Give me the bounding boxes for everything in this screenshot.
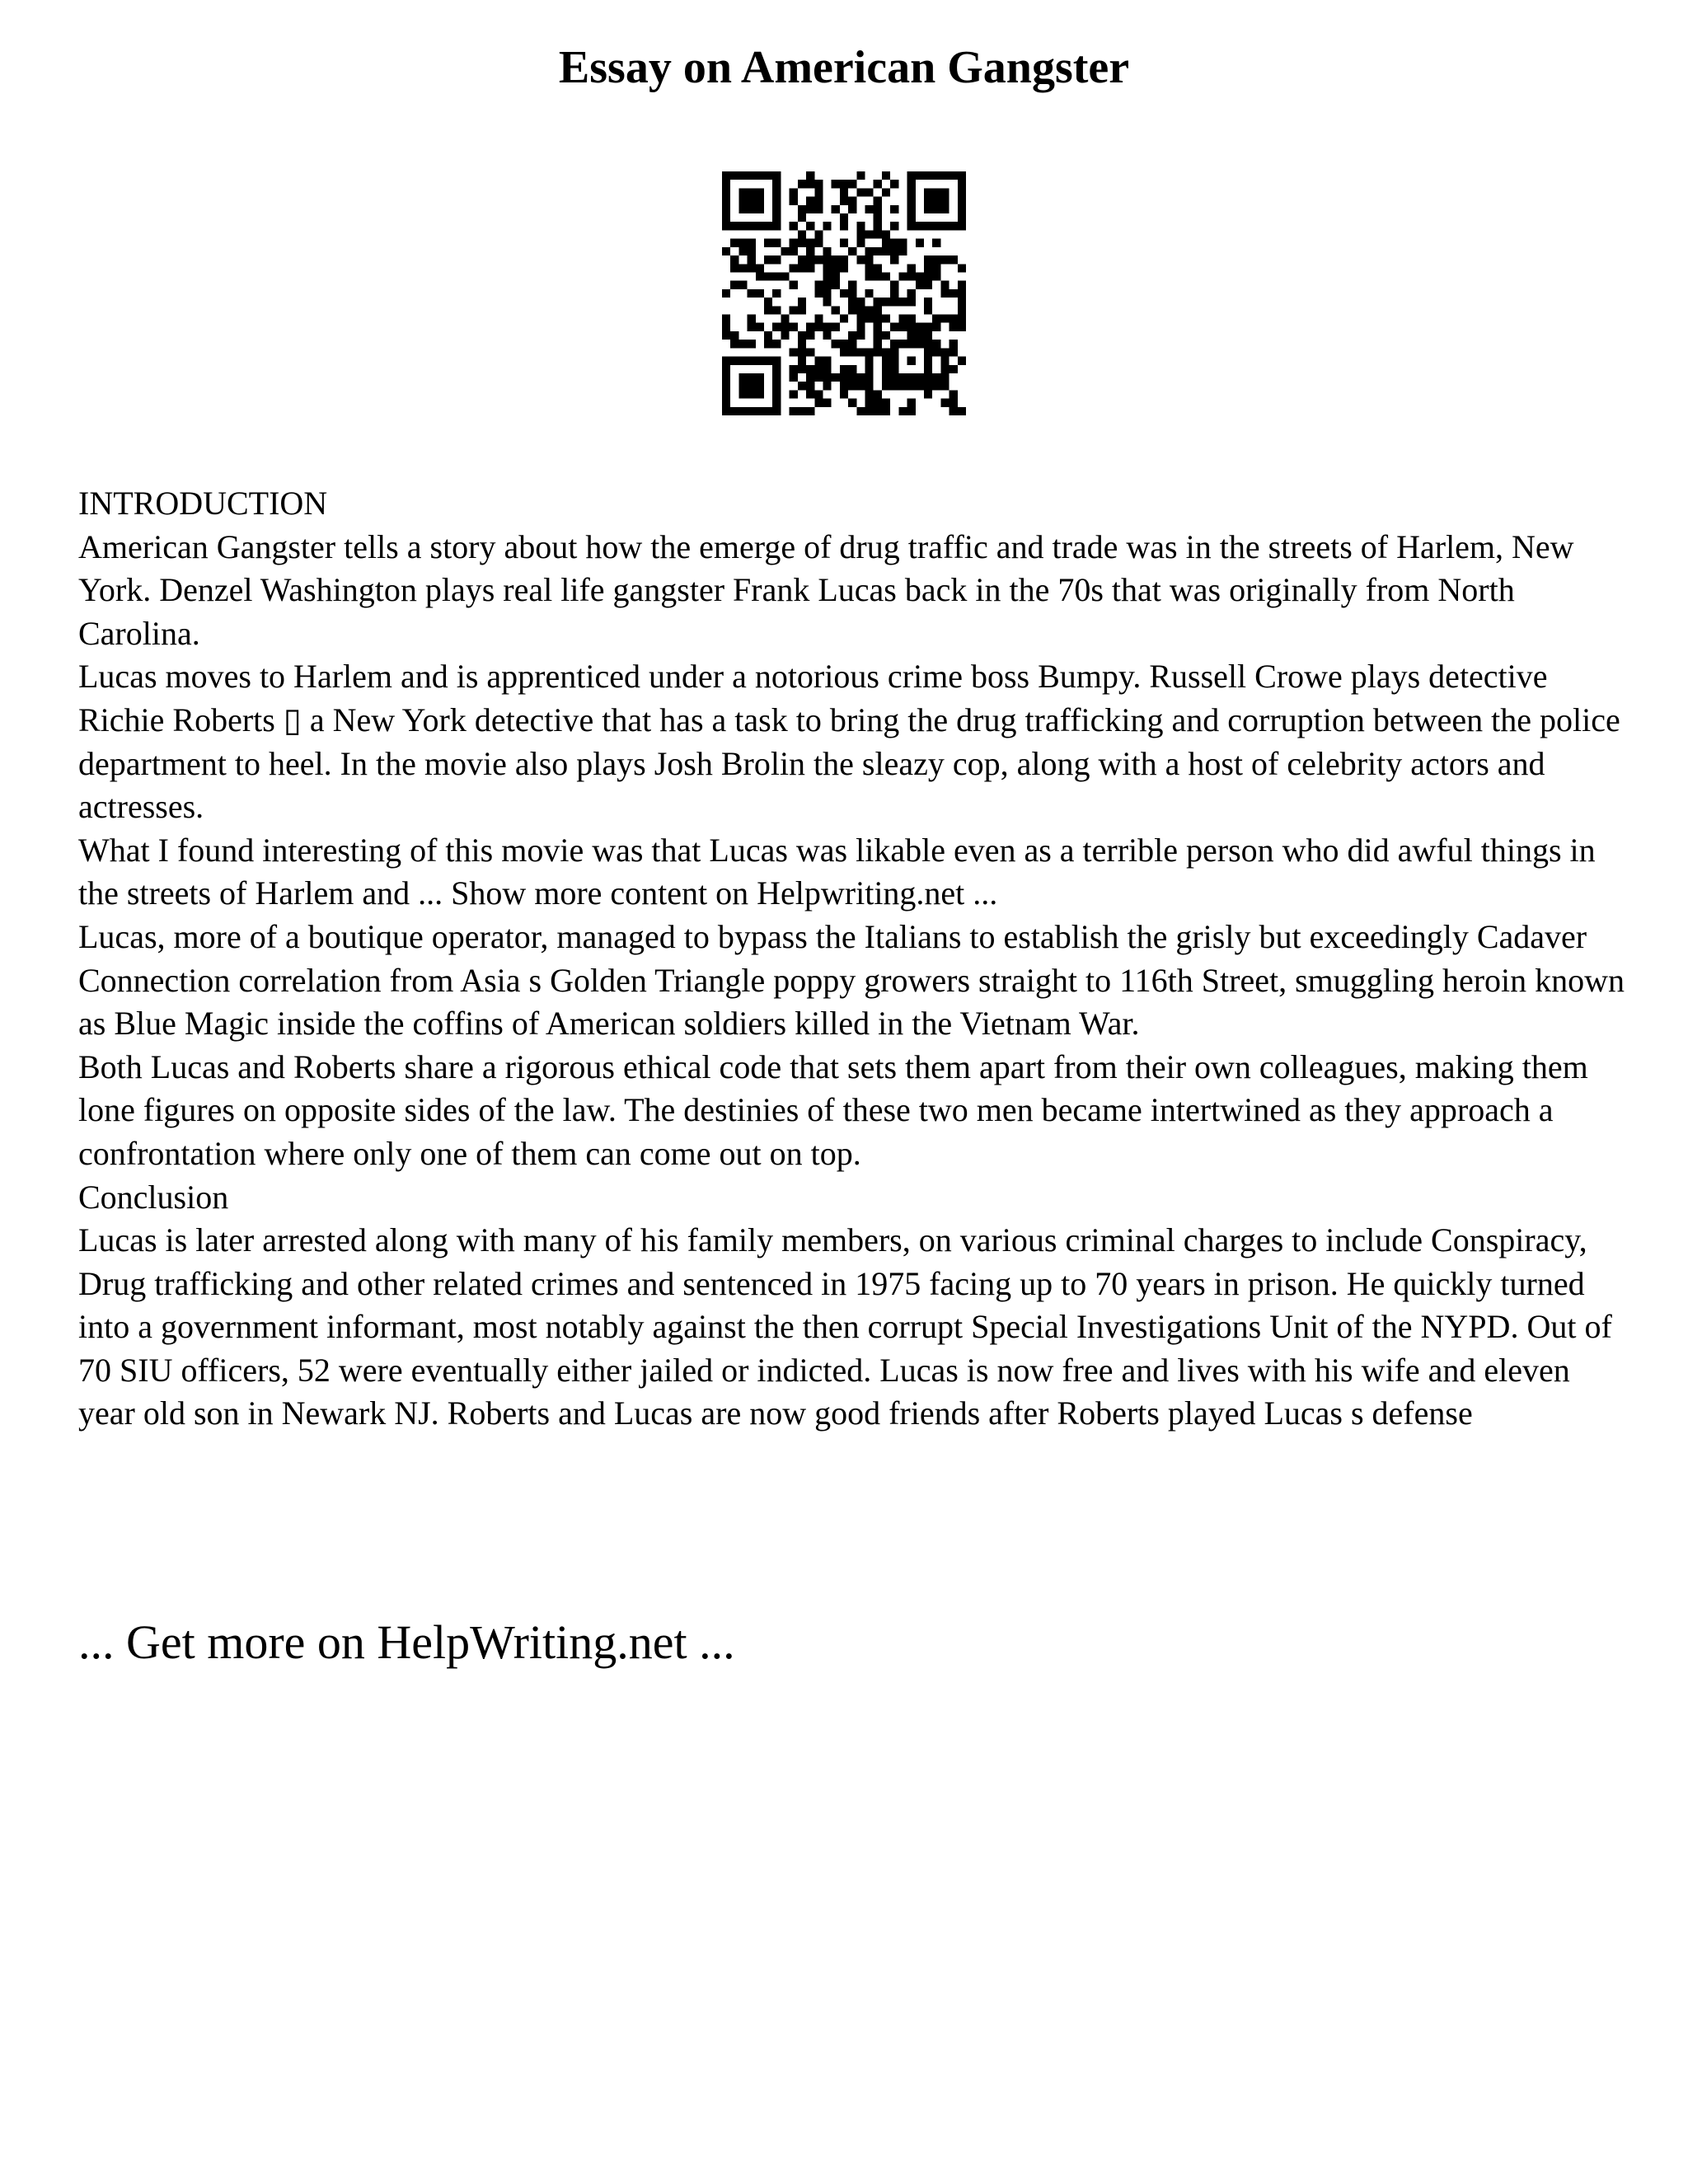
paragraph-5: Both Lucas and Roberts share a rigorous ethical code that sets them apart from their own colleagues, making them lone figures on opposite sides of the law. The destinies of these two men became intertwined as they approach a confrontation where only one of them can come out on top.	[78, 1047, 1588, 1172]
get-more-link[interactable]: ... Get more on HelpWriting.net ...	[78, 1615, 735, 1669]
section-heading-introduction: INTRODUCTION	[78, 485, 328, 522]
document-title: Essay on American Gangster	[558, 42, 1130, 93]
section-heading-conclusion: Conclusion	[78, 1178, 229, 1216]
paragraph-6: Lucas is later arrested along with many of his family members, on various criminal charges to include Conspiracy, Drug trafficking and other related crimes and sentenced in 1975 facing up to 70 years in prison. He quickly turned into a government informant, most notably against the then corrupt Special Investigations Unit of the NYPD. Out of 70 SIU officers, 52 were eventually either jailed or indicted. Lucas is now free and lives with his wife and eleven year old son in Newark NJ. Roberts and Lucas are now good friends after Roberts played Lucas s defense	[78, 1221, 1612, 1432]
paragraph-2: Lucas moves to Harlem and is apprenticed under a notorious crime boss Bumpy. Russell Crowe plays detective Richie Roberts ▯ a New York detective that has a task to bring the drug trafficking and corruption between the police department to heel. In the movie also plays Josh Brolin the sleazy cop, along with a host of celebrity actors and actresses.	[78, 658, 1620, 826]
essay-body	[78, 482, 1628, 1436]
qr-code-icon	[722, 171, 966, 415]
paragraph-3: What I found interesting of this movie was that Lucas was likable even as a terrible person who did awful things in the streets of Harlem and ... Show more content on Helpwriting.net ...	[78, 831, 1596, 912]
paragraph-4: Lucas, more of a boutique operator, managed to bypass the Italians to establish the grisly but exceedingly Cadaver Connection correlation from Asia s Golden Triangle poppy growers straight to 116th Street, smuggling heroin known as Blue Magic inside the coffins of American soldiers killed in the Vietnam War.	[78, 917, 1625, 1043]
paragraph-1: American Gangster tells a story about how the emerge of drug traffic and trade was in the streets of Harlem, New York. Denzel Washington plays real life gangster Frank Lucas back in the 70s that was originally from North Carolina.	[78, 527, 1574, 652]
